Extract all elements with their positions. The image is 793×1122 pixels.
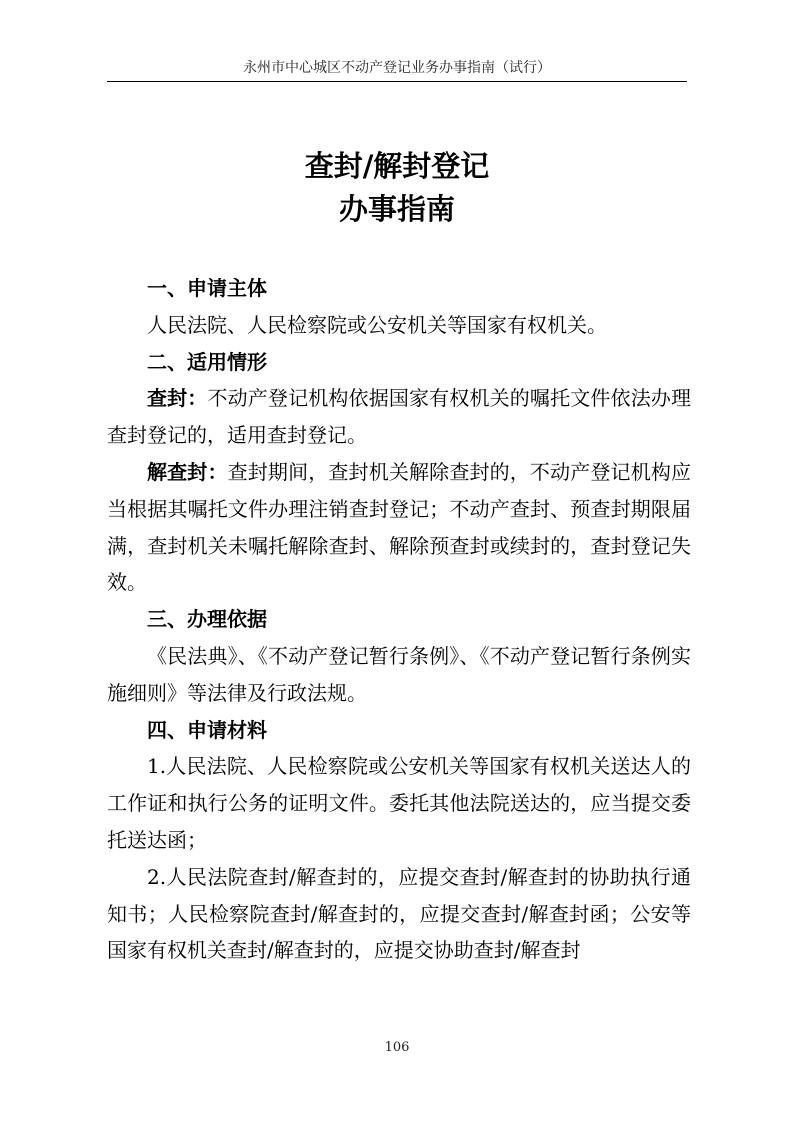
page-number: 106 xyxy=(384,1040,410,1055)
document-body xyxy=(107,270,691,969)
section-heading-applicant: 一、申请主体 xyxy=(147,276,267,300)
section-heading-basis: 三、办理依据 xyxy=(147,607,267,632)
scope-paragraph-seal xyxy=(107,380,691,454)
document-title: 查封/解封登记 xyxy=(304,149,490,183)
section-heading-scope: 二、适用情形 xyxy=(147,349,267,374)
applicant-text: 人民法院、人民检察院或公安机关等国家有权机关。 xyxy=(147,312,607,337)
unseal-text: 查封期间，查封机关解除查封的，不动产登记机构应当根据其嘱托文件办理注销查封登记；不动产查封、预查封期限届满，查封机关未嘱托解除查封、解除预查封或续封的，查封登记失效。 xyxy=(107,459,692,595)
header-rule xyxy=(107,81,687,82)
unseal-label: 解查封： xyxy=(147,459,228,484)
seal-label: 查封： xyxy=(147,386,208,411)
scope-paragraph-unseal xyxy=(107,454,691,601)
materials-item-1: 1.人民法院、人民检察院或公安机关等国家有权机关送达人的工作证和执行公务的证明文件。委托其他法院送达的，应当提交委托送达函； xyxy=(107,754,691,852)
running-header: 永州市中心城区不动产登记业务办事指南（试行） xyxy=(243,60,551,76)
section-heading-materials: 四、申请材料 xyxy=(147,717,267,742)
materials-item-2: 2.人民法院查封/解查封的，应提交查封/解查封的协助执行通知书；人民检察院查封/解查封的，应提交查封/解查封函；公安等国家有权机关查封/解查封的，应提交协助查封/解查封 xyxy=(107,864,691,963)
document-subtitle: 办事指南 xyxy=(338,192,455,226)
basis-text: 《民法典》、《不动产登记暂行条例》、《不动产登记暂行条例实施细则》等法律及行政法规。 xyxy=(107,643,691,705)
seal-text: 不动产登记机构依据国家有权机关的嘱托文件依法办理查封登记的，适用查封登记。 xyxy=(107,386,692,448)
